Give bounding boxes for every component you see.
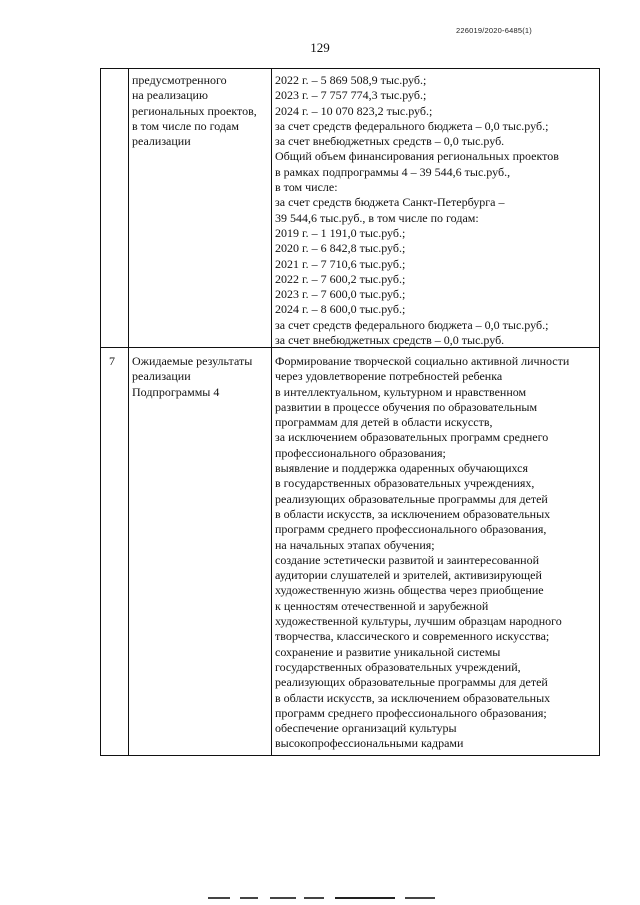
row-2-content [275,354,569,752]
row-2-content-line: реализующих образовательные программы для детей [275,491,548,506]
row-1-content-line: 2023 г. – 7 600,0 тыс.руб.; [275,287,406,302]
row-2-content-line: творчества, классического и современного искусства; [275,629,550,644]
row-1-content-line: 2019 г. – 1 191,0 тыс.руб.; [275,225,406,240]
table-divider-number [128,69,129,755]
row-1-content-line: 2024 г. – 10 070 823,2 тыс.руб.; [275,103,433,118]
row-1-content-line: 2022 г. – 5 869 508,9 тыс.руб.; [275,73,427,87]
page-number: 129 [310,40,330,55]
row-1-content-line: 2022 г. – 7 600,2 тыс.руб.; [275,271,406,286]
row-2-content-line: к ценностям отечественной и зарубежной [275,598,489,613]
row-1-title-line: на реализацию [132,88,208,103]
program-table [100,68,600,756]
scan-mark [405,897,435,899]
row-1-content-line: за счет средств федерального бюджета – 0,0 тыс.руб.; [275,317,549,332]
scan-mark [335,897,395,899]
row-2-content-line: развитии в процессе обучения по образовательным [275,399,538,414]
scan-artifact-marks [200,895,530,901]
row-1-title-line: в том числе по годам [132,118,239,133]
row-2-title-line: реализации [132,369,191,384]
row-1-content-line: за счет средств бюджета Санкт-Петербурга – [275,195,505,210]
row-2-content-line: в интеллектуальном, культурном и нравственном [275,384,527,399]
table-border-left [100,69,101,755]
row-1-content-line: за счет внебюджетных средств – 0,0 тыс.руб. [275,333,505,348]
row-2-content-line: программ среднего профессионального образования, [275,522,547,537]
row-2-content-line: высокопрофессиональными кадрами [275,736,464,751]
row-2-content-line: профессионального образования; [275,445,446,460]
row-2-content-line: в государственных образовательных учреждениях, [275,476,535,491]
row-1-content-line: в том числе: [275,180,338,195]
row-1-content-line: 2024 г. – 8 600,0 тыс.руб.; [275,302,406,317]
row-2-content-line: художественной культуры, лучшим образцам народного [275,614,562,629]
row-1-content-line: 39 544,6 тыс.руб., в том числе по годам: [275,210,479,225]
row-1-title-line: предусмотренного [132,73,227,87]
row-1-title-line: реализации [132,134,191,149]
table-divider-title [271,69,272,755]
row-1-content [275,73,559,348]
row-2-content-line: аудитории слушателей и зрителей, активизирующей [275,568,542,583]
row-2-content-line: за исключением образовательных программ среднего [275,430,549,445]
row-1-title-line: региональных проектов, [132,103,257,118]
row-1-content-line: в рамках подпрограммы 4 – 39 544,6 тыс.руб., [275,164,511,179]
row-2-content-line: сохранение и развитие уникальной системы [275,644,501,659]
row-1-content-line: 2021 г. – 7 710,6 тыс.руб.; [275,256,406,271]
row-2-content-line: выявление и поддержка одаренных обучающихся [275,461,528,476]
row-2-content-line: на начальных этапах обучения; [275,537,435,552]
row-2-title [132,354,252,400]
row-2-content-line: через удовлетворение потребностей ребенка [275,369,503,384]
row-2-content-line: обеспечение организаций культуры [275,721,457,736]
scan-mark [304,897,324,899]
table-border-right [599,69,600,755]
scan-mark [240,897,258,899]
row-1-content-line: 2020 г. – 6 842,8 тыс.руб.; [275,241,406,256]
row-2-content-line: в области искусств, за исключением образовательных [275,506,551,521]
row-1-content-line: 2023 г. – 7 757 774,3 тыс.руб.; [275,88,427,103]
row-2-content-line: Формирование творческой социально активной личности [275,354,570,368]
row-2-content-line: создание эстетически развитой и заинтересованной [275,552,540,567]
row-1-content-line: за счет средств федерального бюджета – 0,0 тыс.руб.; [275,118,549,133]
scan-mark [208,897,230,899]
row-2-title-line: Ожидаемые результаты [132,354,253,368]
row-2-content-line: художественную жизнь общества через приобщение [275,583,544,598]
row-1-content-line: за счет внебюджетных средств – 0,0 тыс.руб. [275,134,505,149]
row-2-content-line: программ среднего профессионального образования; [275,705,547,720]
row-1-content-line: Общий объем финансирования региональных проектов [275,149,559,164]
row-2-content-line: программам для детей в области искусств, [275,415,493,430]
row-1-title [132,73,257,149]
row-2-title-line: Подпрограммы 4 [132,384,220,399]
document-id: 226019/2020-6485(1) [456,26,532,35]
row-2-content-line: реализующих образовательные программы для детей [275,675,548,690]
row-2-content-line: в области искусств, за исключением образовательных [275,690,551,705]
row-2-content-line: государственных образовательных учреждений, [275,659,521,674]
scan-mark [270,897,296,899]
row-2-number: 7 [109,354,115,368]
